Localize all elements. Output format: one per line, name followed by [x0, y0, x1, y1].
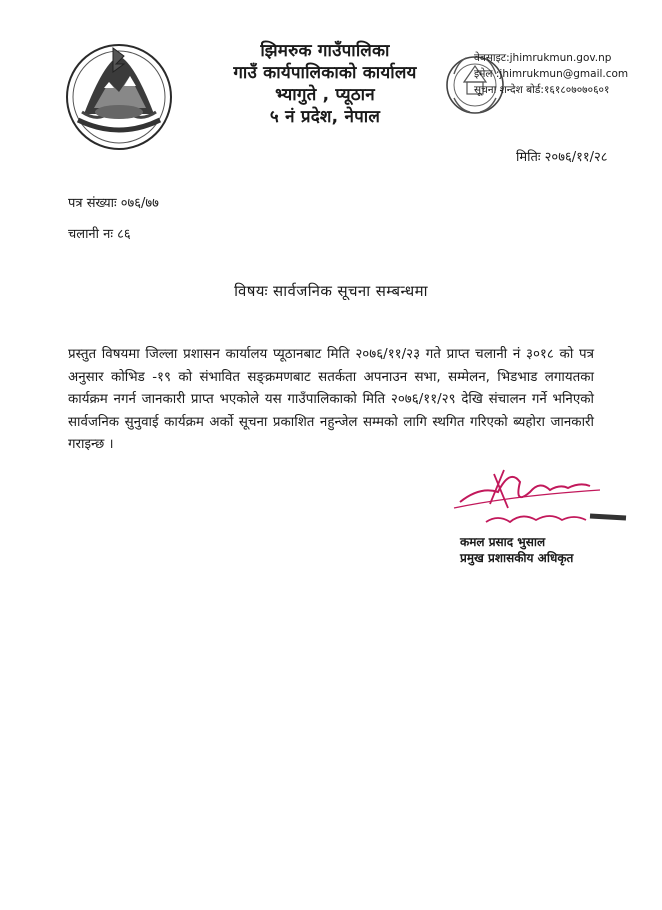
subject-line: विषयः सार्वजनिक सूचना सम्बन्धमा [234, 282, 428, 300]
letter-number: पत्र संख्याः ०७६/७७ [68, 196, 159, 211]
office-province: ५ नं प्रदेश, नेपाल [269, 107, 381, 127]
contact-info [474, 50, 654, 98]
office-subtitle: गाउँ कार्यपालिकाको कार्यालय [233, 63, 417, 83]
signatory-title: प्रमुख प्रशासकीय अधिकृत [460, 551, 574, 565]
letter-date: मितिः २०७६/११/२८ [516, 150, 608, 165]
signatory-name: कमल प्रसाद भुसाल [460, 535, 546, 549]
signatory-block [460, 534, 660, 566]
handwritten-signature [450, 462, 640, 542]
dispatch-number: चलानी नः ८६ [68, 227, 131, 242]
body-paragraph: प्रस्तुत विषयमा जिल्ला प्रशासन कार्यालय प्यूठानबाट मिति २०७६/११/२३ गते प्राप्त चलानी नं ३०१८ को पत्र अनुसार कोभिड -१९ को संभावित सङ्क्रमणबाट सतर्कता अपनाउन सभा, सम्मेलन, भिडभाड लगायतका कार्यक्रम नगर्न जानकारी प्राप्त भएकोले यस गाउँपालिकाको मिति २०७६/११/२९ देखि संचालन गर्ने भनिएको सार्वजनिक सुनुवाई कार्यक्रम अर्को सूचना प्रकाशित नहुन्जेल सम्मको लागि स्थगित गरिएको ब्यहोरा जानकारी गराइन्छ । [68, 347, 594, 452]
email-text: इमेल :jhimrukmun@gmail.com [474, 68, 629, 80]
office-location: भ्यागुते , प्यूठान [275, 85, 375, 105]
website-text: वेबसाइट:jhimrukmun.gov.np [474, 52, 612, 64]
office-name: झिमरुक गाउँपालिका [260, 41, 390, 61]
notice-board-text: सूचना शन्देश बोर्ड:१६१८०७०७०६०१ [474, 84, 610, 96]
